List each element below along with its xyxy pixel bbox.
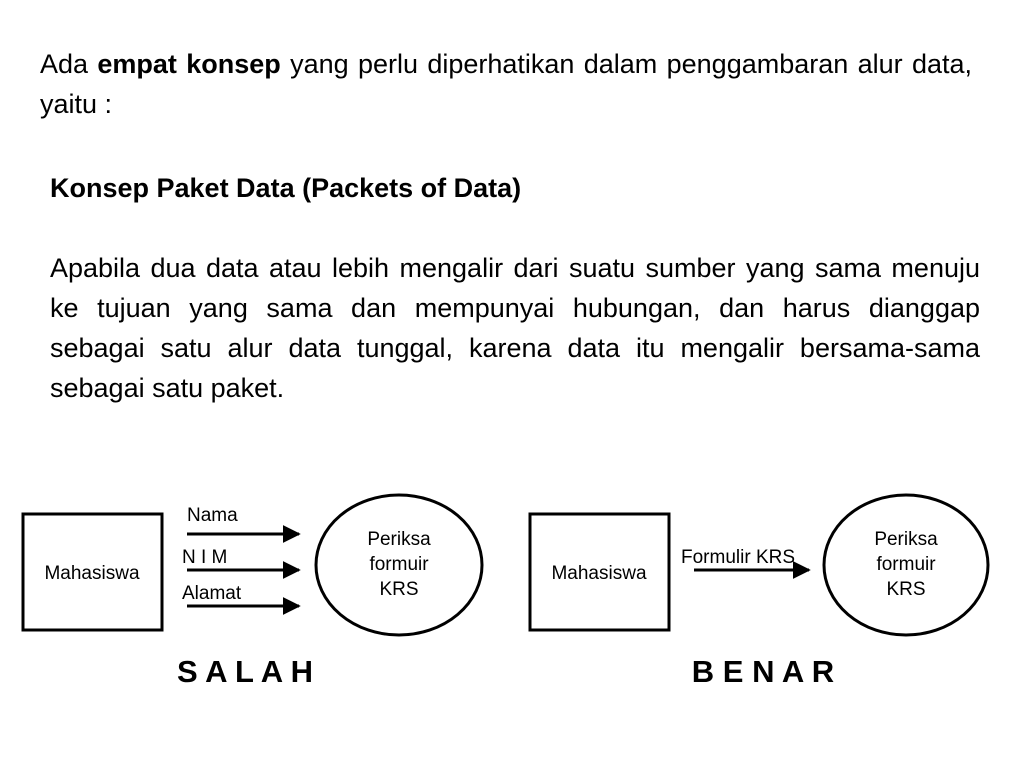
flow-label-nim: N I M bbox=[182, 547, 228, 568]
diagram-right bbox=[530, 495, 988, 635]
flow-label-formulir: Formulir KRS bbox=[681, 547, 796, 568]
process-label-line2-wrong: formuir bbox=[369, 554, 429, 575]
entity-label-wrong: Mahasiswa bbox=[44, 563, 140, 584]
entity-label-right: Mahasiswa bbox=[551, 563, 647, 584]
process-label-line2-right: formuir bbox=[876, 554, 936, 575]
body-paragraph: Apabila dua data atau lebih mengalir dari suatu sumber yang sama menuju ke tujuan yang sama dan mempunyai hubungan, dan harus dianggap sebagai satu alur data tunggal, karena data itu mengalir bersama-sama sebagai satu paket. bbox=[50, 253, 980, 403]
process-label-line3-wrong: KRS bbox=[379, 579, 419, 600]
flow-label-alamat: Alamat bbox=[182, 583, 242, 604]
diagram-wrong bbox=[23, 495, 482, 635]
process-label-line3-right: KRS bbox=[886, 579, 926, 600]
flow-label-nama: Nama bbox=[187, 505, 238, 526]
process-label-line1-wrong: Periksa bbox=[367, 529, 431, 550]
caption-right: B E N A R bbox=[691, 654, 835, 689]
section-heading: Konsep Paket Data (Packets of Data) bbox=[50, 173, 522, 203]
process-label-line1-right: Periksa bbox=[874, 529, 938, 550]
intro-suffix: yang perlu diperhatikan dalam penggambaran alur data, yaitu : bbox=[40, 49, 972, 119]
caption-wrong: S A L A H bbox=[176, 654, 314, 689]
intro-prefix: Ada bbox=[40, 49, 98, 79]
intro-emphasis: empat konsep bbox=[97, 49, 281, 79]
